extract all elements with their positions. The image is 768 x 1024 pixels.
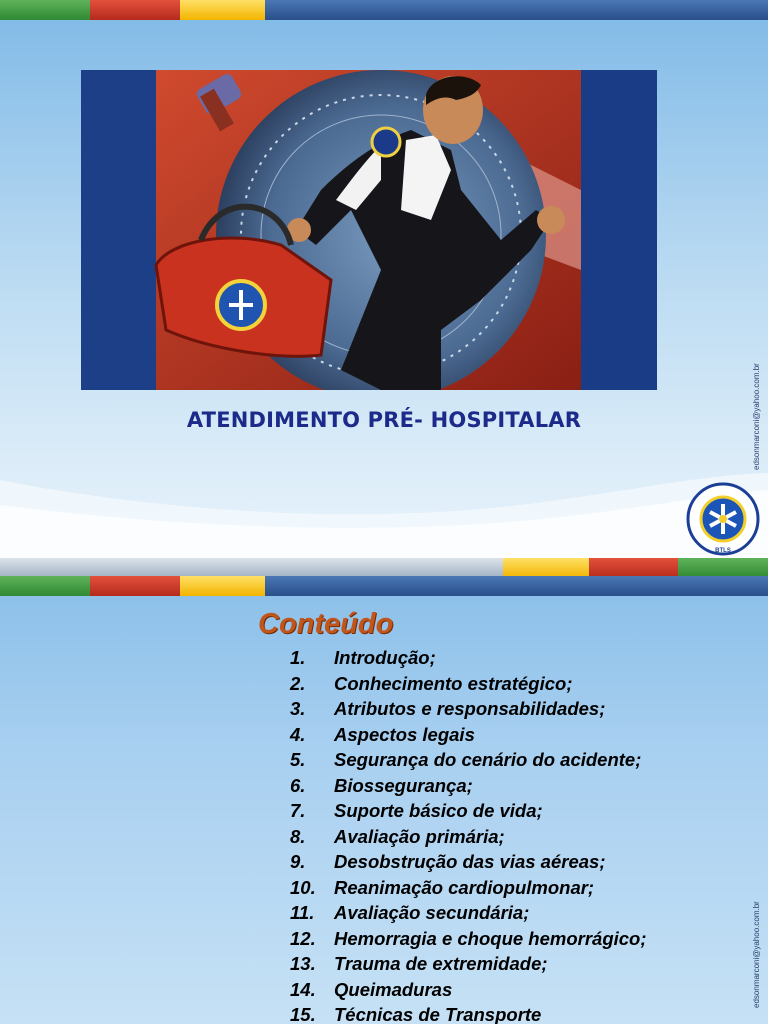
list-item [290, 671, 647, 697]
list-item [290, 824, 647, 850]
list-item-text: Biossegurança; [334, 774, 473, 796]
list-item-number: 8. [290, 825, 306, 847]
list-item [290, 722, 647, 748]
list-item-text: Segurança do cenário do acidente; [334, 749, 642, 770]
second-color-stripe [0, 576, 768, 596]
contents-heading: Conteúdo [258, 608, 394, 640]
list-item-text: Conhecimento estratégico; [334, 672, 573, 694]
list-item-text: Hemorragia e choque hemorrágico; [334, 927, 647, 949]
list-item-text: Avaliação primária; [334, 825, 505, 847]
btls-logo [686, 482, 760, 556]
list-item-number: 2. [290, 672, 306, 694]
list-item-number: 13. [290, 953, 316, 974]
list-item-text: Suporte básico de vida; [334, 800, 543, 821]
list-item [290, 951, 647, 977]
top-color-stripe-left [0, 558, 768, 578]
list-item [290, 798, 647, 824]
watermark-email: edsonmarconi@yahoo.com.br [752, 901, 761, 1008]
list-item-number: 3. [290, 698, 306, 719]
list-item-number: 11. [290, 902, 315, 923]
list-item [290, 773, 647, 799]
list-item-number: 12. [290, 927, 316, 949]
list-item-number: 6. [290, 774, 306, 796]
list-item [290, 1002, 647, 1024]
slide-title-text: ATENDIMENTO PRÉ- HOSPITALAR [186, 408, 582, 432]
list-item-text: Reanimação cardiopulmonar; [334, 876, 595, 898]
contents-list [290, 645, 647, 1024]
list-item-text: Avaliação secundária; [334, 902, 530, 923]
list-item-text: Introdução; [334, 647, 436, 668]
list-item-number: 4. [290, 723, 306, 745]
list-item-number: 7. [290, 800, 306, 821]
list-item-text: Trauma de extremidade; [334, 953, 548, 974]
list-item [290, 849, 647, 875]
list-item-text: Técnicas de Transporte [334, 1004, 542, 1024]
list-item-number: 1. [290, 647, 306, 668]
paramedic-illustration [81, 70, 657, 390]
list-item-number: 14. [290, 978, 316, 1000]
list-item [290, 645, 647, 671]
list-item-number: 9. [290, 851, 306, 872]
slide-contents [0, 558, 768, 1024]
list-item-number: 10. [290, 876, 316, 898]
list-item-number: 5. [290, 749, 306, 770]
list-item-text: Aspectos legais [334, 723, 475, 745]
watermark-email: edsonmarconi@yahoo.com.br [752, 363, 761, 470]
list-item-text: Atributos e responsabilidades; [334, 698, 606, 719]
list-item-text: Queimaduras [334, 978, 453, 1000]
list-item-number: 15. [290, 1004, 316, 1024]
list-item [290, 875, 647, 901]
list-item [290, 696, 647, 722]
list-item [290, 900, 647, 926]
top-color-stripe [0, 0, 768, 20]
logo-abbreviation: BTLS [715, 548, 731, 554]
decorative-wave [0, 455, 768, 560]
list-item [290, 977, 647, 1003]
list-item [290, 926, 647, 952]
list-item-text: Desobstrução das vias aéreas; [334, 851, 606, 872]
list-item [290, 747, 647, 773]
